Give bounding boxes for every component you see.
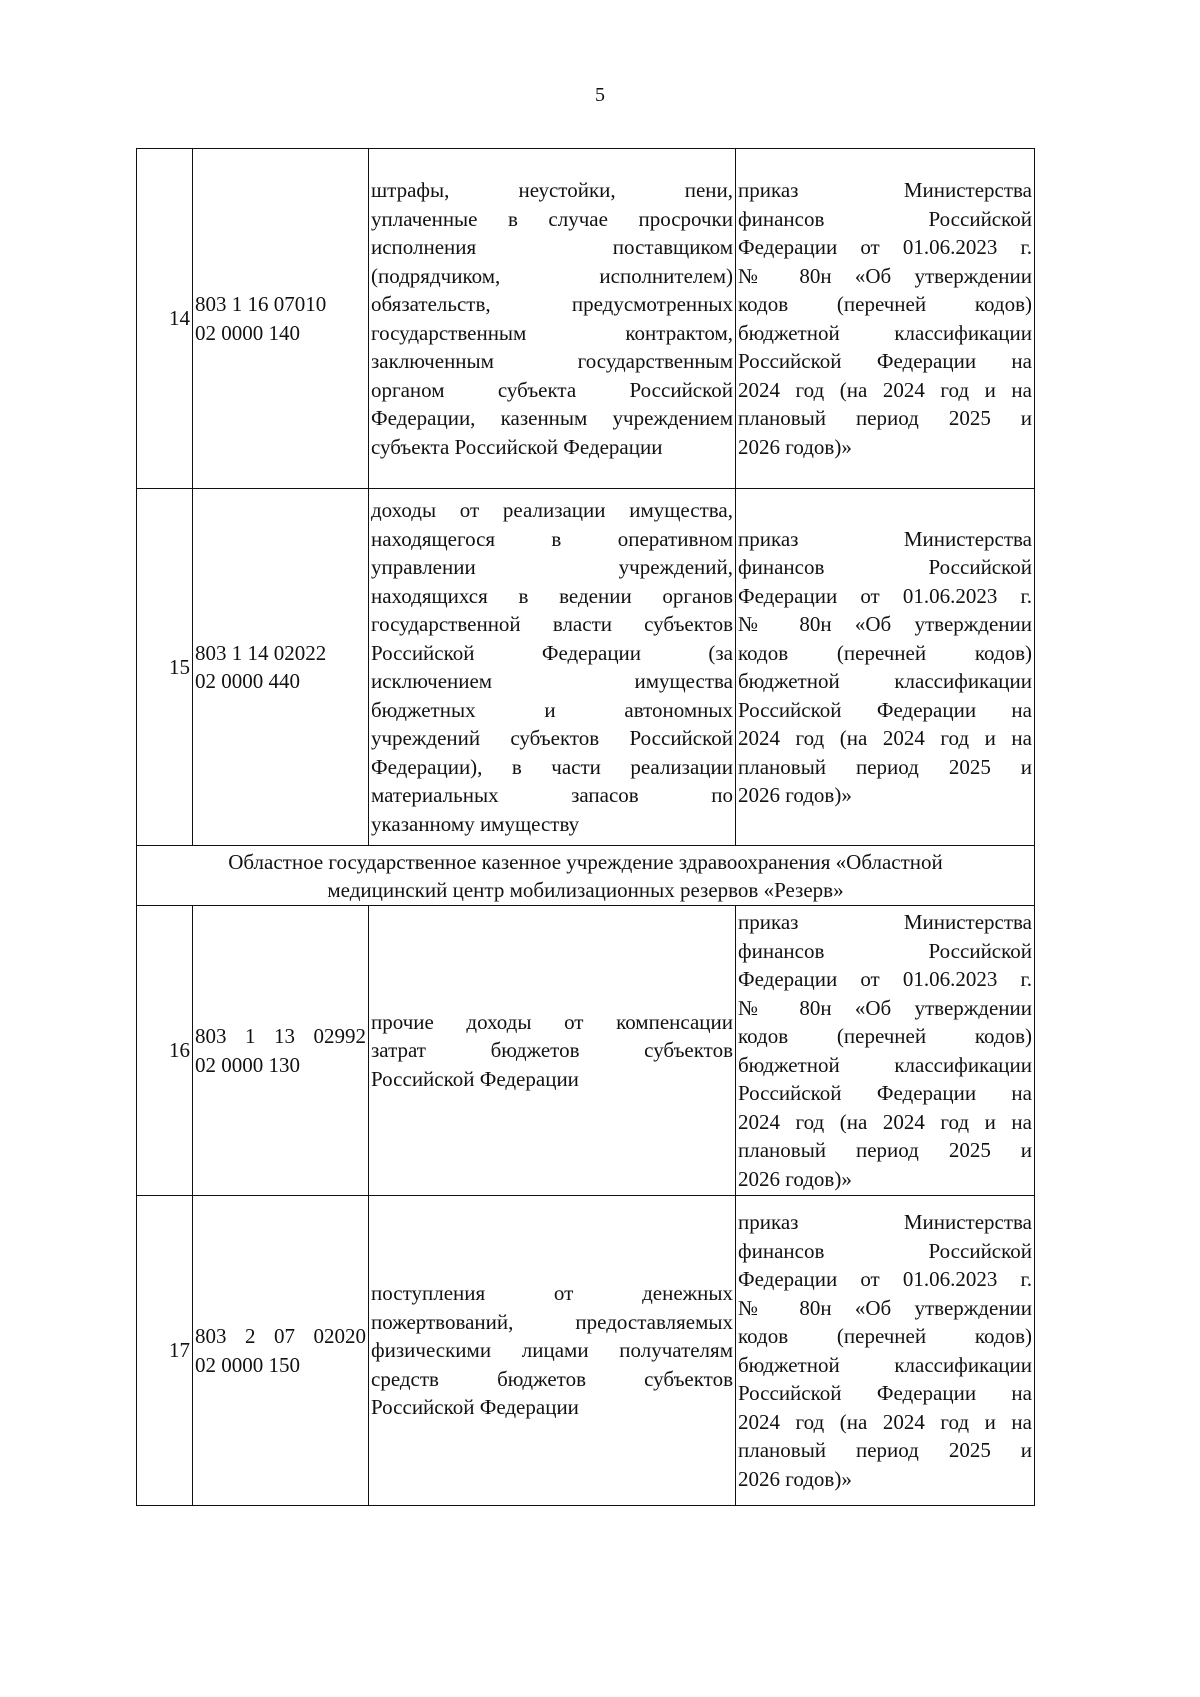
text-line: учреждений субъектов Российской bbox=[371, 726, 733, 750]
table-row bbox=[137, 149, 1035, 489]
text-line: бюджетной классификации bbox=[738, 1352, 1032, 1377]
row-number: 17 bbox=[137, 1196, 193, 1506]
row-number: 15 bbox=[137, 489, 193, 846]
text-line: уплаченные в случае просрочки bbox=[371, 206, 733, 231]
text-line: Федерации, казенным учреждением bbox=[371, 406, 733, 430]
text-line: Федерации), в части реализации bbox=[371, 754, 733, 779]
text-line: Российской Федерации на bbox=[738, 1081, 1032, 1105]
budget-code bbox=[193, 906, 369, 1196]
text-line: бюджетной классификации bbox=[738, 320, 1032, 345]
text-line: государственной власти субъектов bbox=[371, 612, 733, 636]
text-line: штрафы, неустойки, пени, bbox=[371, 178, 733, 202]
text-line: Федерации от 01.06.2023 г. bbox=[738, 1267, 1032, 1291]
text-line: № 80н «Об утверждении bbox=[738, 612, 1032, 636]
text-line: исполнения поставщиком bbox=[371, 235, 733, 259]
text-line: кодов (перечней кодов) bbox=[738, 1324, 1032, 1348]
text-line: кодов (перечней кодов) bbox=[738, 640, 1032, 665]
text-line: 02 0000 440 bbox=[195, 669, 300, 693]
text-line: Российской Федерации (за bbox=[371, 640, 733, 665]
text-line: финансов Российской bbox=[738, 938, 1032, 963]
table-row bbox=[137, 1196, 1035, 1506]
income-name bbox=[369, 489, 736, 846]
budget-code bbox=[193, 1196, 369, 1506]
text-line: бюджетной классификации bbox=[738, 1052, 1032, 1077]
page-number: 5 bbox=[595, 84, 605, 106]
text-line: поступления от денежных bbox=[371, 1281, 733, 1306]
budget-code bbox=[193, 149, 369, 489]
section-header-row bbox=[137, 846, 1035, 906]
income-name bbox=[369, 906, 736, 1196]
text-line: Российской Федерации на bbox=[738, 1381, 1032, 1405]
legal-act bbox=[736, 906, 1035, 1196]
text-line: № 80н «Об утверждении bbox=[738, 1295, 1032, 1320]
text-line: 02 0000 150 bbox=[195, 1352, 300, 1377]
text-line: Федерации от 01.06.2023 г. bbox=[738, 235, 1032, 259]
text-line: находящихся в ведении органов bbox=[371, 583, 733, 608]
income-name bbox=[369, 149, 736, 489]
text-line: приказ Министерства bbox=[738, 178, 1032, 202]
table-row bbox=[137, 906, 1035, 1196]
text-line: бюджетных и автономных bbox=[371, 697, 733, 722]
text-line: обязательств, предусмотренных bbox=[371, 292, 733, 316]
text-line: доходы от реализации имущества, bbox=[371, 498, 733, 522]
text-line: Федерации от 01.06.2023 г. bbox=[738, 967, 1032, 991]
text-line: 2026 годов)» bbox=[738, 1166, 852, 1191]
text-line: 2026 годов)» bbox=[738, 783, 852, 807]
table-row bbox=[137, 489, 1035, 846]
text-line: финансов Российской bbox=[738, 206, 1032, 231]
text-line: 02 0000 140 bbox=[195, 320, 300, 345]
text-line: 2026 годов)» bbox=[738, 434, 852, 459]
legal-act bbox=[736, 1196, 1035, 1506]
budget-code bbox=[193, 489, 369, 846]
text-line: Российской Федерации bbox=[371, 1395, 579, 1420]
text-line: приказ Министерства bbox=[738, 526, 1032, 551]
text-line: плановый период 2025 и bbox=[738, 406, 1032, 430]
text-line: затрат бюджетов субъектов bbox=[371, 1038, 733, 1063]
text-line: государственным контрактом, bbox=[371, 320, 733, 345]
text-line: 2024 год (на 2024 год и на bbox=[738, 726, 1032, 750]
text-line: (подрядчиком, исполнителем) bbox=[371, 263, 733, 288]
text-line: 2024 год (на 2024 год и на bbox=[738, 1109, 1032, 1134]
income-codes-table bbox=[136, 148, 1035, 1506]
text-line: финансов Российской bbox=[738, 1238, 1032, 1263]
text-line: Российской Федерации bbox=[371, 1066, 579, 1091]
text-line: органом субъекта Российской bbox=[371, 377, 733, 402]
text-line: указанному имуществу bbox=[371, 811, 580, 836]
row-number: 16 bbox=[137, 906, 193, 1196]
text-line: Федерации от 01.06.2023 г. bbox=[738, 583, 1032, 608]
text-line: 2026 годов)» bbox=[738, 1466, 852, 1491]
text-line: № 80н «Об утверждении bbox=[738, 263, 1032, 288]
text-line: 803 1 14 02022 bbox=[195, 640, 327, 665]
text-line: Российской Федерации на bbox=[738, 349, 1032, 373]
text-line: № 80н «Об утверждении bbox=[738, 995, 1032, 1020]
text-line: приказ Министерства bbox=[738, 910, 1032, 934]
text-line: исключением имущества bbox=[371, 669, 733, 693]
text-line: физическими лицами получателям bbox=[371, 1338, 733, 1363]
text-line: приказ Министерства bbox=[738, 1210, 1032, 1234]
text-line: пожертвований, предоставляемых bbox=[371, 1309, 733, 1334]
text-line: управлении учреждений, bbox=[371, 555, 733, 579]
text-line: плановый период 2025 и bbox=[738, 1438, 1032, 1462]
text-line: 2024 год (на 2024 год и на bbox=[738, 1409, 1032, 1434]
text-line: Российской Федерации на bbox=[738, 697, 1032, 722]
text-line: прочие доходы от компенсации bbox=[371, 1009, 733, 1034]
text-line: плановый период 2025 и bbox=[738, 754, 1032, 779]
text-line: материальных запасов по bbox=[371, 783, 733, 807]
legal-act bbox=[736, 489, 1035, 846]
text-line: заключенным государственным bbox=[371, 349, 733, 373]
text-line: 803 1 13 02992 bbox=[195, 1024, 366, 1048]
legal-act bbox=[736, 149, 1035, 489]
text-line: плановый период 2025 и bbox=[738, 1138, 1032, 1162]
text-line: находящегося в оперативном bbox=[371, 526, 733, 551]
text-line: кодов (перечней кодов) bbox=[738, 292, 1032, 316]
text-line: субъекта Российской Федерации bbox=[371, 434, 663, 459]
section-title: Областное государственное казенное учреждение здравоохранения «Областной медицинский центр мобилизационных резервов «Резерв» bbox=[137, 846, 1035, 906]
row-number: 14 bbox=[137, 149, 193, 489]
text-line: кодов (перечней кодов) bbox=[738, 1024, 1032, 1048]
text-line: 2024 год (на 2024 год и на bbox=[738, 377, 1032, 402]
text-line: средств бюджетов субъектов bbox=[371, 1366, 733, 1391]
text-line: 803 1 16 07010 bbox=[195, 292, 327, 316]
text-line: 02 0000 130 bbox=[195, 1052, 300, 1077]
text-line: бюджетной классификации bbox=[738, 669, 1032, 693]
text-line: финансов Российской bbox=[738, 555, 1032, 579]
income-name bbox=[369, 1196, 736, 1506]
text-line: 803 2 07 02020 bbox=[195, 1324, 366, 1348]
